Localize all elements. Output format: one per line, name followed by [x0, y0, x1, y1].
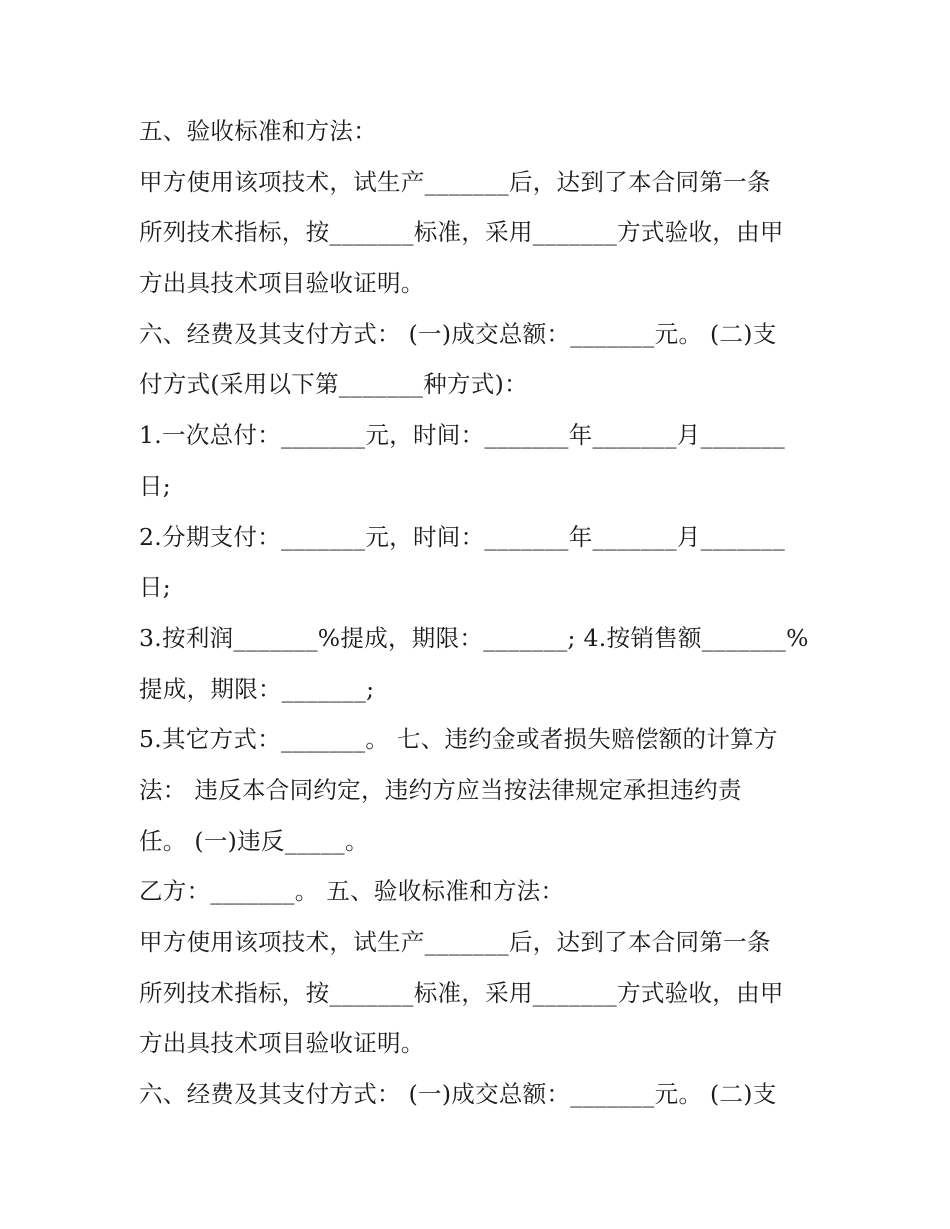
text-line: 方出具技术项目验收证明。 [139, 269, 425, 298]
payment-option-installment: 2.分期支付：_______元，时间：_______年_______月_______ [139, 522, 786, 551]
text-line: 所列技术指标，按_______标准，采用_______方式验收，由甲 [139, 218, 784, 247]
text-line: 任。 (一)违反_____。 [139, 826, 369, 855]
section-heading-acceptance: 五、验收标准和方法： [139, 117, 377, 145]
payment-option-other: 5.其它方式：_______。 七、违约金或者损失赔偿额的计算方 [139, 725, 778, 754]
text-line: 提成，期限：_______; [139, 674, 375, 703]
text-line: 日; [139, 573, 172, 602]
text-line: 法： 违反本合同约定，违约方应当按法律规定承担违约责 [139, 775, 742, 804]
text-line: 所列技术指标，按_______标准，采用_______方式验收，由甲 [139, 978, 784, 1007]
party-b-line: 乙方：_______。 五、验收标准和方法： [139, 877, 565, 906]
payment-option-lump-sum: 1.一次总付：_______元，时间：_______年_______月_______ [139, 421, 786, 450]
payment-option-profit-sales: 3.按利润_______%提成，期限：_______; 4.按销售额_______% [139, 623, 809, 652]
text-line: 方出具技术项目验收证明。 [139, 1029, 425, 1058]
section-heading-payment: 六、经费及其支付方式： (一)成交总额：_______元。 (二)支 [139, 319, 777, 348]
text-line: 付方式(采用以下第_______种方式)： [139, 370, 528, 399]
text-line: 日; [139, 471, 172, 500]
document-body [139, 106, 819, 1120]
text-line: 甲方使用该项技术，试生产_______后，达到了本合同第一条 [139, 167, 771, 196]
section-heading-payment-repeat: 六、经费及其支付方式： (一)成交总额：_______元。 (二)支 [139, 1080, 777, 1109]
text-line: 甲方使用该项技术，试生产_______后，达到了本合同第一条 [139, 928, 771, 956]
